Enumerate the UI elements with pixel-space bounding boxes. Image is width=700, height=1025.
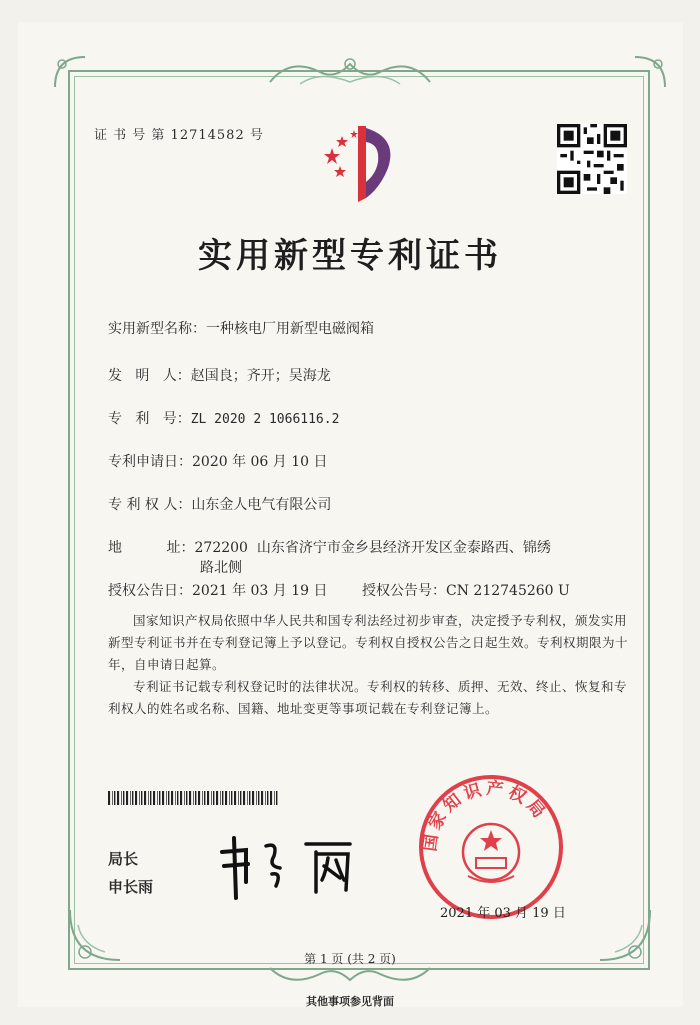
patent-number-row [108, 408, 339, 428]
patentee-label: 专 利 权 人： [108, 497, 192, 513]
grant-date-row [108, 580, 328, 600]
official-seal-icon [416, 772, 566, 922]
address-line-2-row [200, 557, 242, 577]
top-ornament-icon [260, 52, 440, 92]
filing-date-label: 专利申请日： [108, 454, 192, 470]
page-number: 第 1 页 (共 2 页) [304, 952, 396, 966]
patentee-row [108, 494, 331, 514]
filing-date-value: 2020 年 06 月 10 日 [192, 454, 328, 470]
grant-date-label: 授权公告日： [108, 583, 192, 599]
address-line-1: 272200 山东省济宁市金乡县经济开发区金泰路西、锦绣 [194, 540, 551, 556]
chief-name: 申长雨 [108, 878, 154, 896]
qr-code-icon [557, 124, 627, 194]
patent-number-value: ZL 2020 2 1066116.2 [190, 412, 340, 427]
certificate-title: 实用新型专利证书 [198, 236, 502, 276]
filing-date-row [108, 451, 328, 471]
seal-date: 2021 年 03 月 19 日 [440, 906, 566, 921]
body-paragraph-1 [108, 610, 628, 676]
seal-text: 国家知识产权局 [420, 778, 552, 853]
footer-note: 其他事项参见背面 [306, 995, 394, 1008]
chief-title: 局长 [108, 850, 139, 868]
utility-model-name-row [108, 318, 374, 338]
inventor-value: 赵国良；齐开；吴海龙 [190, 368, 331, 384]
grant-number-label: 授权公告号： [362, 583, 446, 599]
body-paragraph-2 [108, 676, 627, 720]
certificate-number-value: 12714582 [170, 128, 245, 143]
certificate-number-suffix: 号 [249, 128, 264, 143]
certificate-number-label: 证 书 号 第 [94, 128, 166, 143]
grant-date-value: 2021 年 03 月 19 日 [192, 583, 328, 599]
corner-ornament-icon [630, 52, 670, 92]
grant-number-value: CN 212745260 U [446, 583, 570, 599]
certificate-number [94, 124, 264, 143]
signature-icon [210, 822, 370, 902]
grant-number-row [362, 580, 570, 600]
address-row [108, 537, 551, 557]
address-line-2: 路北侧 [200, 560, 242, 576]
paragraph-1-line-3: 年，自申请日起算。 [108, 657, 226, 672]
paragraph-2-line-2: 利权人的姓名或名称、国籍、地址变更等事项记载在专利登记簿上。 [108, 701, 499, 716]
paragraph-1-line-2: 新型专利证书并在专利登记簿上予以登记。专利权自授权公告之日起生效。专利权期限为十 [108, 635, 629, 650]
inventor-row [108, 365, 331, 385]
utility-model-name-label: 实用新型名称： [108, 321, 206, 337]
inventor-label: 发 明 人： [108, 368, 191, 384]
address-label: 地 址： [108, 540, 195, 556]
cnipa-logo-icon [318, 118, 408, 208]
patentee-value: 山东金人电气有限公司 [191, 497, 332, 513]
utility-model-name-value: 一种核电厂用新型电磁阀箱 [206, 321, 374, 337]
paragraph-1-line-1: 国家知识产权局依照中华人民共和国专利法经过初步审查，决定授予专利权，颁发实用 [133, 613, 628, 628]
corner-ornament-icon [50, 52, 90, 92]
paragraph-2-line-1: 专利证书记载专利权登记时的法律状况。专利权的转移、质押、无效、终止、恢复和专 [133, 679, 628, 694]
patent-number-label: 专 利 号： [108, 411, 191, 427]
barcode-icon [108, 791, 280, 805]
